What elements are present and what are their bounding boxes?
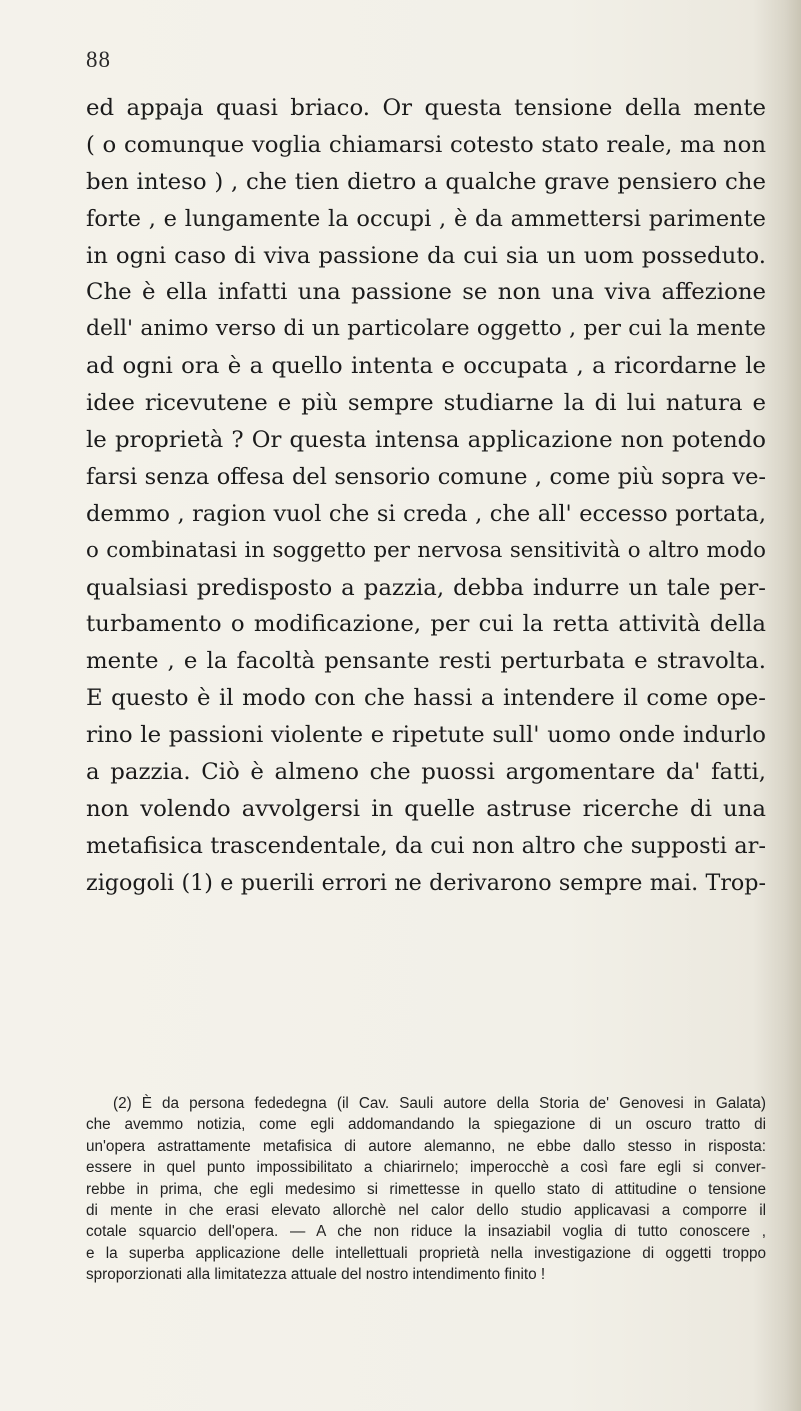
text-line: farsi senza offesa del sensorio comune , come più sopra ve-: [86, 463, 766, 490]
footnote-line: che avemmo notizia, come egli addomandando la spiegazione di un oscuro tratto di: [86, 1116, 766, 1134]
text-line: mente , e la facoltà pensante resti perturbata e stravolta.: [86, 648, 766, 675]
text-line: ben inteso ) , che tien dietro a qualche grave pensiero che: [86, 168, 766, 195]
footnote-line: un'opera astrattamente metafisica di autore alemanno, ne ebbe dallo stesso in risposta:: [86, 1137, 766, 1155]
text-line: ed appaja quasi briaco. Or questa tensione della mente: [86, 95, 766, 121]
text-line: demmo , ragion vuol che si creda , che all' eccesso portata,: [86, 500, 766, 527]
text-line: forte , e lungamente la occupi , è da ammettersi parimente: [86, 205, 766, 232]
text-line: in ogni caso di viva passione da cui sia un uom posseduto.: [86, 242, 766, 269]
text-line: Che è ella infatti una passione se non una viva affezione: [86, 279, 766, 306]
text-line: E questo è il modo con che hassi a intendere il come ope-: [86, 685, 766, 712]
footnote: [86, 1093, 766, 1286]
footnote-line: e la superba applicazione delle intellettuali proprietà nella investigazione di oggetti troppo: [86, 1244, 766, 1262]
text-line: idee ricevutene e più sempre studiarne la di lui natura e: [86, 390, 766, 417]
text-line: non volendo avvolgersi in quelle astruse ricerche di una: [86, 795, 766, 822]
footnote-line: sproporzionati alla limitatezza attuale del nostro intendimento finito !: [86, 1266, 546, 1284]
page-number: 88: [86, 47, 111, 72]
text-line: ad ogni ora è a quello intenta e occupata , a ricordarne le: [86, 353, 766, 380]
text-line: qualsiasi predisposto a pazzia, debba indurre un tale per-: [86, 574, 766, 601]
footnote-line: rebbe in prima, che egli medesimo si rimettesse in quello stato di attitudine o tensione: [86, 1180, 766, 1198]
main-text: [86, 90, 766, 902]
text-line: ( o comunque voglia chiamarsi cotesto stato reale, ma non: [86, 131, 766, 158]
text-line: rino le passioni violente e ripetute sull' uomo onde indurlo: [86, 722, 766, 749]
footnote-line: (2) È da persona fededegna (il Cav. Sauli autore della Storia de' Genovesi in Galata): [113, 1095, 766, 1112]
footnote-line: essere in quel punto impossibilitato a chiarirnelo; imperocchè a così fare egli si conver-: [86, 1159, 766, 1177]
text-line: le proprietà ? Or questa intensa applicazione non potendo: [86, 427, 766, 454]
text-line: o combinatasi in soggetto per nervosa sensitività o altro modo: [86, 537, 766, 563]
footnote-line: di mente in che erasi elevato allorchè nel calor dello studio applicavasi a comporre il: [86, 1201, 766, 1219]
text-line: a pazzia. Ciò è almeno che puossi argomentare da' fatti,: [86, 759, 766, 786]
footnote-line: cotale squarcio dell'opera. — A che non riduce la insaziabil voglia di tutto conoscere ,: [86, 1223, 766, 1241]
text-line: metafisica trascendentale, da cui non altro che supposti ar-: [86, 832, 766, 859]
text-line: dell' animo verso di un particolare oggetto , per cui la mente: [86, 316, 766, 342]
text-line: turbamento o modificazione, per cui la retta attività della: [86, 611, 766, 638]
text-line: zigogoli (1) e puerili errori ne derivarono sempre mai. Trop-: [86, 869, 766, 896]
